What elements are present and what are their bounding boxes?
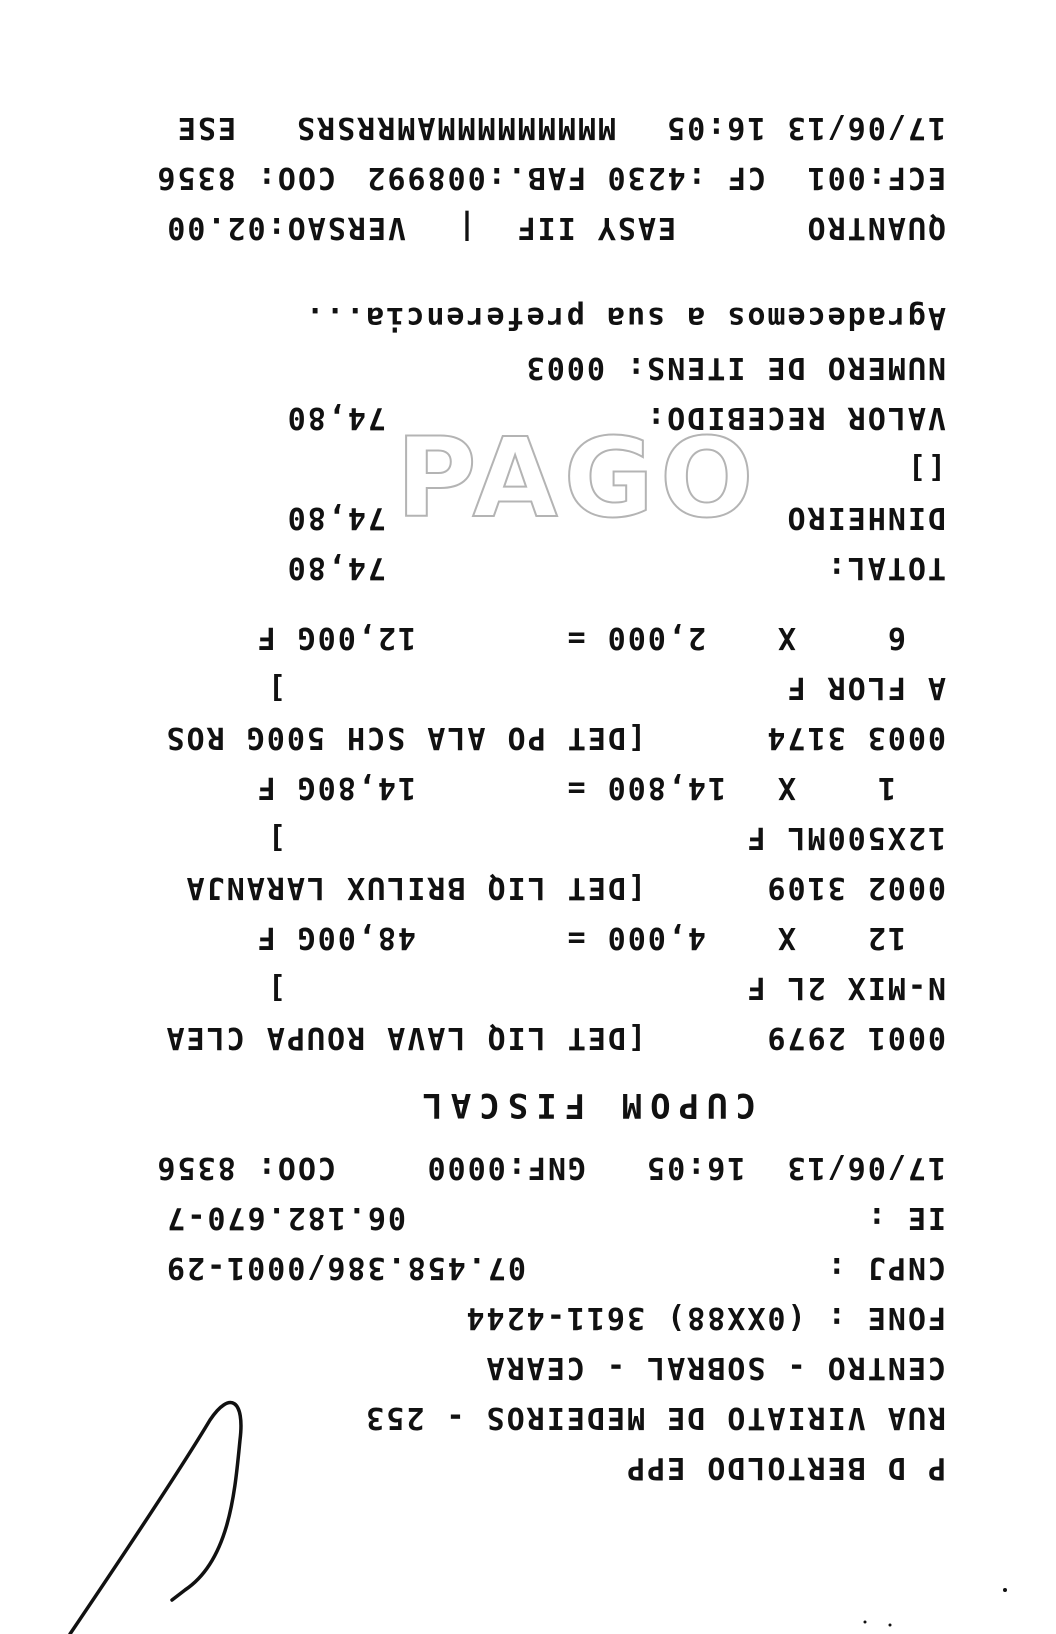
thank-you-message: Agradecemos a sua preferencia... xyxy=(304,300,946,335)
footer-serial: MMMMMMMMMAMRRSRS xyxy=(295,110,616,145)
item-description-cont: N-MIX 2L F xyxy=(745,970,946,1005)
paid-stamp: PAGO xyxy=(396,414,760,542)
item-quantity: 6 xyxy=(885,620,906,655)
footer-fab: FAB.:008992 xyxy=(365,160,586,195)
total-value: 74,80 xyxy=(285,550,386,585)
item-total: 12,00G F xyxy=(255,620,416,655)
district-line: CENTRO - SOBRAL - CEARA xyxy=(484,1350,946,1385)
item-count: NUMERO DE ITENS: 0003 xyxy=(524,350,946,385)
item-bracket: ] xyxy=(265,820,286,855)
item-description-cont: A FLOR F xyxy=(785,670,946,705)
footer-cf: CF :4230 xyxy=(605,160,766,195)
phone-line: FONE : (0XX88) 3611-4244 xyxy=(464,1300,946,1335)
receipt-title: CUPOM FISCAL xyxy=(414,1085,756,1125)
item-description: [DET PO ALA SCH 500G ROS xyxy=(164,720,646,755)
item-quantity: 1 xyxy=(875,770,896,805)
coo-number: COO: 8356 xyxy=(155,1150,336,1185)
item-bracket: ] xyxy=(265,970,286,1005)
footer-datetime: 17/06/13 16:05 xyxy=(665,110,946,145)
item-total: 14,80G F xyxy=(255,770,416,805)
received-label: VALOR RECEBIDO: xyxy=(645,400,946,435)
item-code: 0003 3174 xyxy=(765,720,946,755)
item-quantity: 12 xyxy=(865,920,906,955)
item-description: [DET LIQ BRILUX LARANJA xyxy=(184,870,646,905)
item-description: [DET LIQ LAVA ROUPA CLEA xyxy=(164,1020,646,1055)
item-unit-price: 14,800 = xyxy=(565,770,726,805)
payment-value: 74,80 xyxy=(285,500,386,535)
item-bracket: ] xyxy=(265,670,286,705)
payment-method-label: DINHEIRO xyxy=(785,500,946,535)
ie-label: IE : xyxy=(865,1200,946,1235)
received-value: 74,80 xyxy=(285,400,386,435)
company-name: P D BERTOLDO EPP xyxy=(625,1450,946,1485)
footer-mark: ESE xyxy=(175,110,236,145)
item-code: 0001 2979 xyxy=(765,1020,946,1055)
item-total: 48,00G F xyxy=(255,920,416,955)
gnf-number: GNF:0000 xyxy=(425,1150,586,1185)
address-line: RUA VIRIATO DE MEDEIROS - 253 xyxy=(364,1400,946,1435)
cnpj-label: CNPJ : xyxy=(825,1250,946,1285)
ie-value: 06.182.670-7 xyxy=(165,1200,406,1235)
footer-ecf: ECF:001 xyxy=(805,160,946,195)
item-code: 0002 3109 xyxy=(765,870,946,905)
footer-separator: | xyxy=(455,210,476,245)
footer-version: VERSAO:02.00 xyxy=(165,210,406,245)
cnpj-value: 07.458.386/0001-29 xyxy=(164,1250,526,1285)
footer-model: QUANTRO xyxy=(805,210,946,245)
item-times: X xyxy=(775,770,796,805)
header-datetime: 17/06/13 16:05 xyxy=(645,1150,946,1185)
empty-brackets: [] xyxy=(905,450,946,485)
footer-software: EASY IIF xyxy=(515,210,676,245)
item-times: X xyxy=(775,620,796,655)
total-label: TOTAL: xyxy=(825,550,946,585)
item-description-cont: 12X500ML F xyxy=(745,820,946,855)
item-times: X xyxy=(775,920,796,955)
item-unit-price: 2,000 = xyxy=(565,620,706,655)
footer-coo: COO: 8356 xyxy=(155,160,336,195)
item-unit-price: 4,000 = xyxy=(565,920,706,955)
